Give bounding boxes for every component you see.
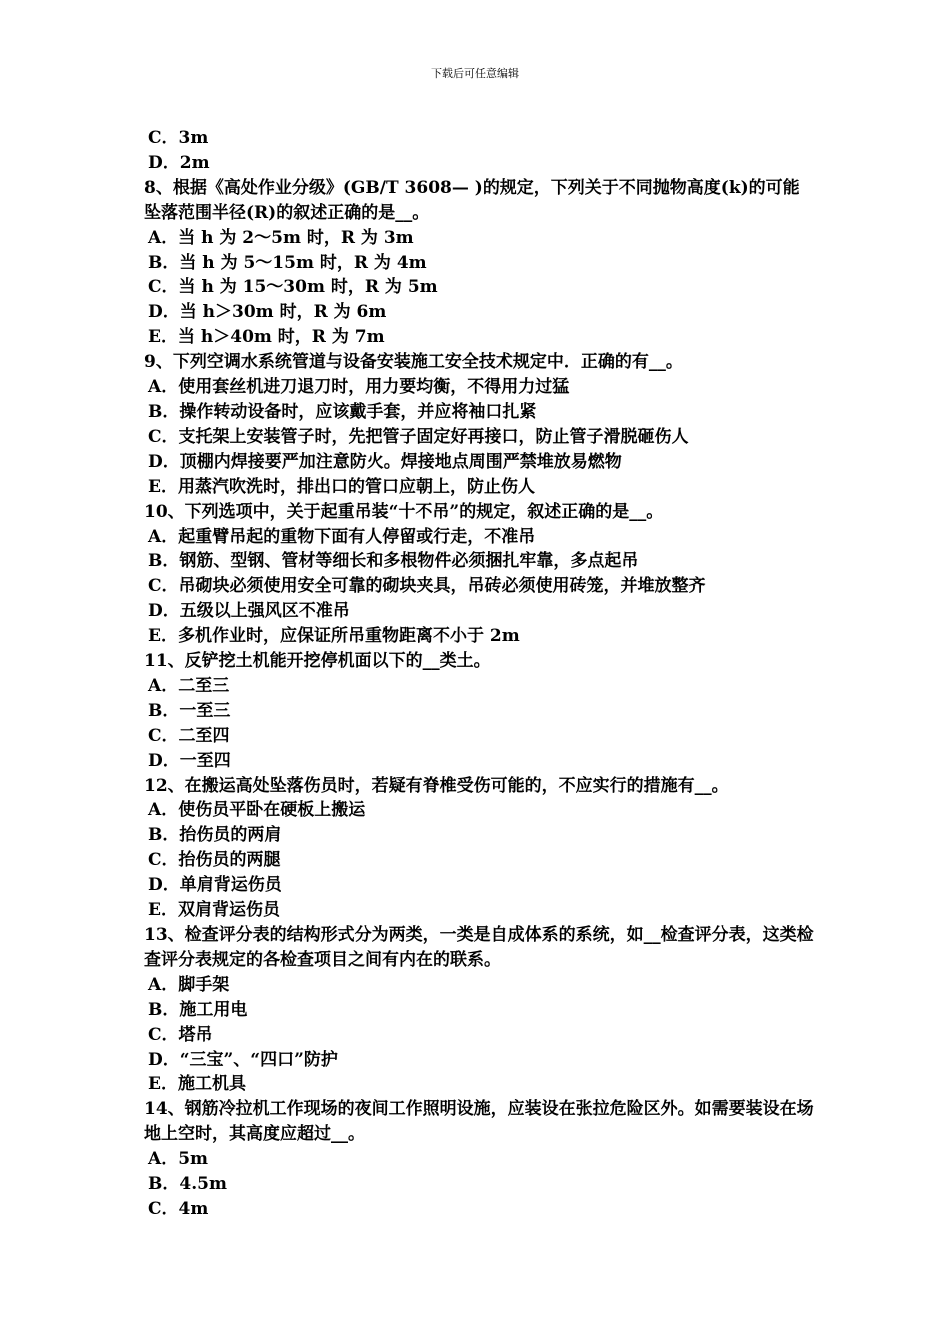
option-line: A．使伤员平卧在硬板上搬运 [148, 800, 366, 821]
option-line: B．4.5m [148, 1174, 227, 1195]
question-text: 10、下列选项中，关于起重吊装“十不吊”的规定，叙述正确的是__。 [144, 501, 664, 522]
option-line: D．一至四 [148, 750, 231, 771]
option-line: B．施工用电 [148, 999, 248, 1020]
page-header: 下载后可任意编辑 [431, 67, 519, 80]
option-line: C．4m [148, 1198, 209, 1219]
option-line: E．施工机具 [148, 1074, 246, 1095]
document-body [144, 126, 814, 1222]
option-line: E．双肩背运伤员 [148, 900, 280, 921]
option-line: A．使用套丝机进刀退刀时，用力要均衡，不得用力过猛 [148, 377, 570, 398]
option-line: D．五级以上强风区不准吊 [148, 601, 350, 622]
option-line: A．二至三 [148, 675, 230, 696]
option-line: B．一至三 [148, 700, 231, 721]
option-line: D．单肩背运伤员 [148, 875, 282, 896]
option-line: D．顶棚内焊接要严加注意防火。焊接地点周围严禁堆放易燃物 [148, 451, 622, 472]
option-line: C．塔吊 [148, 1024, 213, 1045]
option-line: C．二至四 [148, 725, 230, 746]
question-text: 9、下列空调水系统管道与设备安装施工安全技术规定中．正确的有__。 [144, 352, 683, 373]
option-line: A．当 h 为 2～5m 时，R 为 3m [148, 227, 414, 248]
option-line: C．当 h 为 15～30m 时，R 为 5m [148, 277, 438, 298]
question-text: 14、钢筋冷拉机工作现场的夜间工作照明设施，应装设在张拉危险区外。如需要装设在场地上空时，其高度应超过__。 [144, 1099, 814, 1145]
option-line: E．用蒸汽吹洗时，排出口的管口应朝上，防止伤人 [148, 476, 535, 497]
option-line: C．抬伤员的两腿 [148, 850, 281, 871]
option-line: B．钢筋、型钢、管材等细长和多根物件必须捆扎牢靠，多点起吊 [148, 551, 639, 572]
option-line: A．起重臂吊起的重物下面有人停留或行走，不准吊 [148, 526, 536, 547]
question-text: 11、反铲挖土机能开挖停机面以下的__类土。 [144, 651, 491, 672]
option-line: D．2m [148, 152, 210, 173]
option-line: D．“三宝”、“四口”防护 [148, 1049, 338, 1070]
option-line: C．吊砌块必须使用安全可靠的砌块夹具，吊砖必须使用砖笼，并堆放整齐 [148, 576, 706, 597]
option-line: A．5m [148, 1149, 209, 1170]
option-line: E．多机作业时，应保证所吊重物距离不小于 2m [148, 626, 520, 647]
option-line: B．当 h 为 5～15m 时，R 为 4m [148, 252, 427, 273]
option-line: B．操作转动设备时，应该戴手套，并应将袖口扎紧 [148, 401, 537, 422]
question-text: 13、检查评分表的结构形式分为两类，一类是自成体系的系统，如__检查评分表，这类检查评分表规定的各检查项目之间有内在的联系。 [144, 925, 814, 970]
option-line: A．脚手架 [148, 974, 230, 995]
option-line: C．支托架上安装管子时，先把管子固定好再接口，防止管子滑脱砸伤人 [148, 426, 689, 447]
option-line: C．3m [148, 128, 209, 148]
question-text: 8、根据《高处作业分级》(GB/T 3608— )的规定，下列关于不同抛物高度(k)的可能坠落范围半径(R)的叙述正确的是__。 [144, 177, 800, 223]
option-line: E．当 h＞40m 时，R 为 7m [148, 327, 385, 348]
option-line: B．抬伤员的两肩 [148, 825, 282, 846]
question-text: 12、在搬运高处坠落伤员时，若疑有脊椎受伤可能的，不应实行的措施有__。 [144, 775, 729, 796]
option-line: D．当 h＞30m 时，R 为 6m [148, 302, 387, 323]
